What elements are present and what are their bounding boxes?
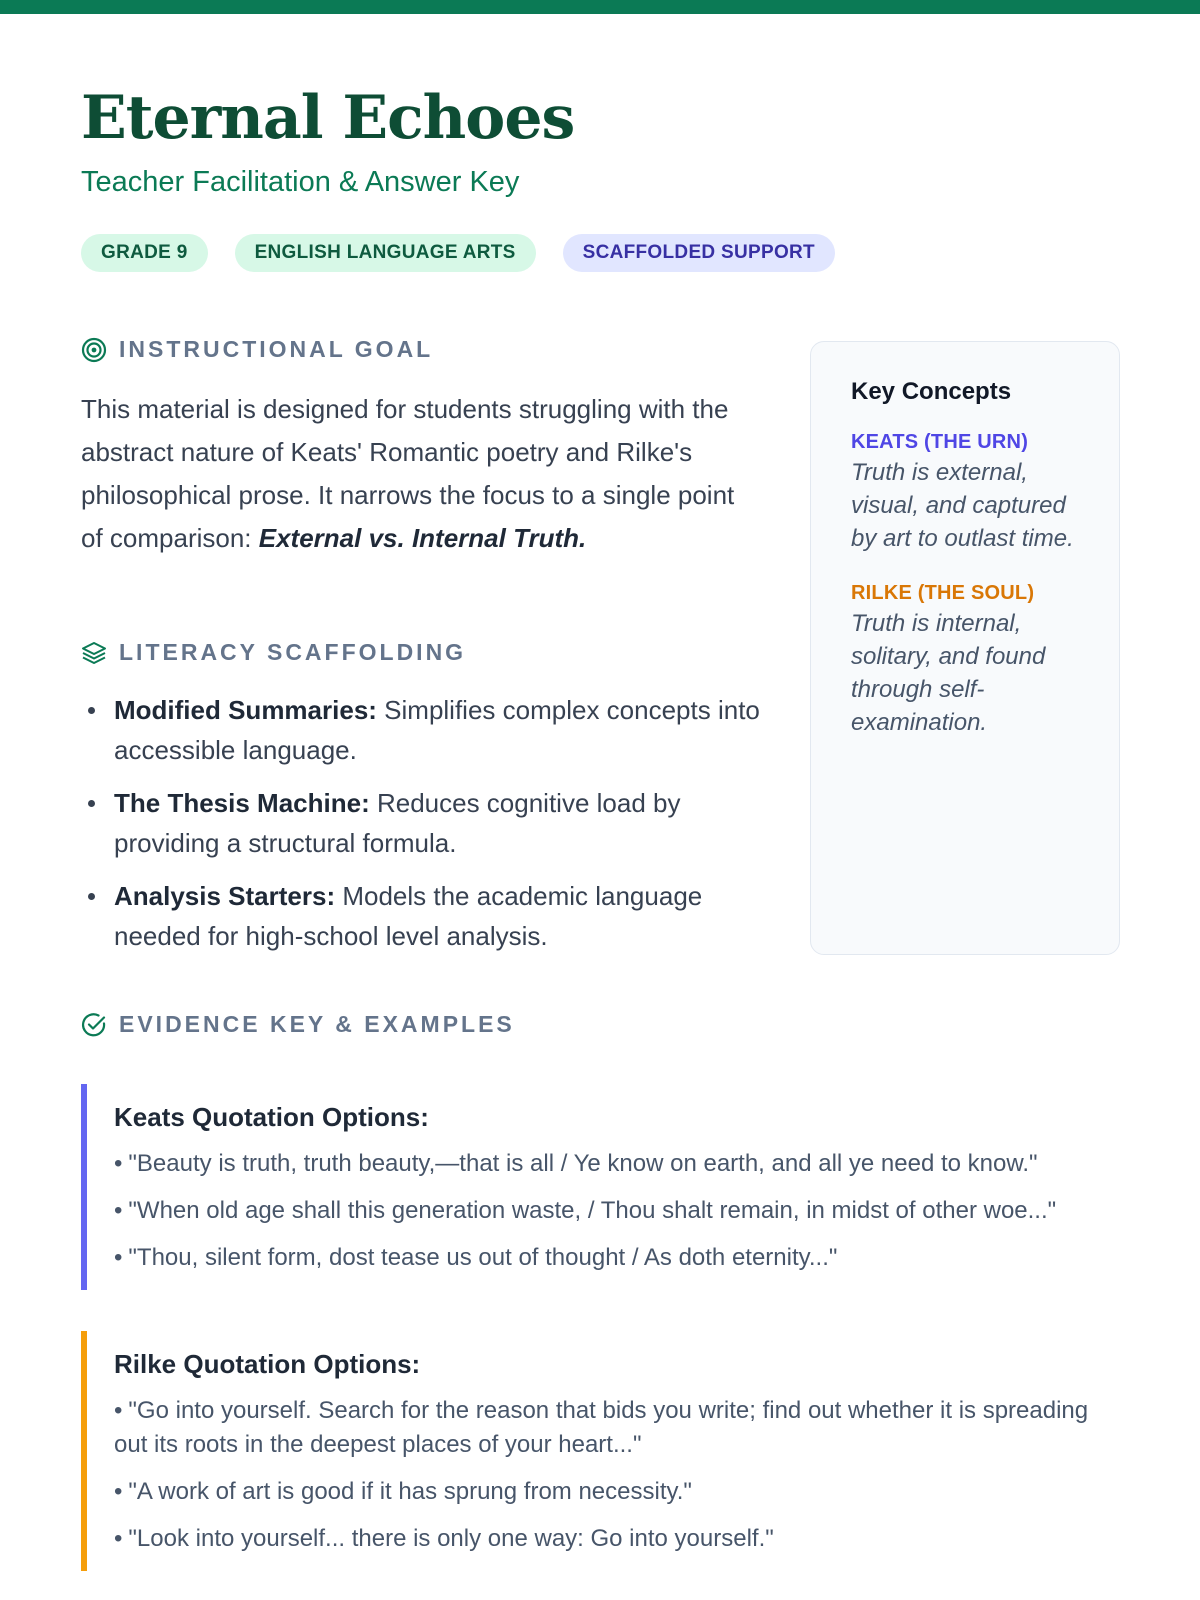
key-concepts-card bbox=[810, 341, 1120, 955]
scaffold-desc: Simplifies complex concepts into accessible language. bbox=[114, 695, 760, 765]
list-item: • "Thou, silent form, dost tease us out of thought / As doth eternity..." bbox=[114, 1244, 838, 1271]
tag-subject: ENGLISH LANGUAGE ARTS bbox=[235, 234, 536, 272]
check-circle-icon bbox=[81, 1012, 107, 1038]
scaffold-desc: Models the academic language needed for high-school level analysis. bbox=[114, 881, 703, 951]
target-icon bbox=[81, 337, 107, 363]
list-item bbox=[81, 690, 771, 770]
rilke-quote: "Go into yourself. Search for the reason that bids you write; find out whether it is spreading out its roots in the deepest places of your heart..." bbox=[114, 1397, 1089, 1458]
evidence-heading-label: EVIDENCE KEY & EXAMPLES bbox=[119, 1011, 515, 1037]
evidence-heading bbox=[81, 1011, 515, 1038]
keats-accent-bar bbox=[81, 1084, 87, 1290]
rilke-accent-bar bbox=[81, 1331, 87, 1571]
goal-text bbox=[81, 388, 756, 560]
scaffold-term: Modified Summaries: bbox=[114, 695, 377, 725]
scaffolding-heading bbox=[81, 639, 466, 666]
list-item: • "A work of art is good if it has sprung from necessity." bbox=[114, 1478, 692, 1505]
list-item: • "Go into yourself. Search for the reason that bids you write; find out whether it is spreading out its roots in the deepest places of your heart..." bbox=[114, 1397, 1089, 1458]
list-item bbox=[81, 783, 771, 863]
rilke-quote: "Look into yourself... there is only one way: Go into yourself." bbox=[128, 1525, 774, 1552]
key-concepts-title: Key Concepts bbox=[851, 378, 1012, 405]
list-item: • "When old age shall this generation waste, / Thou shalt remain, in midst of other woe..." bbox=[114, 1197, 1057, 1224]
page-subtitle: Teacher Facilitation & Answer Key bbox=[81, 166, 520, 198]
rilke-quote-list bbox=[114, 1394, 1101, 1556]
list-item: • "Look into yourself... there is only one way: Go into yourself." bbox=[114, 1525, 774, 1552]
tag-grade: GRADE 9 bbox=[81, 234, 208, 272]
tag-support: SCAFFOLDED SUPPORT bbox=[563, 234, 835, 272]
goal-heading bbox=[81, 336, 433, 363]
rilke-concept-desc: Truth is internal, solitary, and found through self-examination. bbox=[851, 610, 1046, 736]
scaffold-term: The Thesis Machine: bbox=[114, 788, 370, 818]
scaffold-term: Analysis Starters: bbox=[114, 881, 336, 911]
scaffold-desc: Reduces cognitive load by providing a structural formula. bbox=[114, 788, 681, 858]
list-item: • "Beauty is truth, truth beauty,—that is all / Ye know on earth, and all ye need to know." bbox=[114, 1150, 1038, 1177]
keats-quote: "Beauty is truth, truth beauty,—that is all / Ye know on earth, and all ye need to know." bbox=[128, 1150, 1038, 1177]
rilke-quotes-title: Rilke Quotation Options: bbox=[114, 1349, 421, 1379]
page-title: Eternal Echoes bbox=[81, 83, 575, 153]
keats-quote: "Thou, silent form, dost tease us out of thought / As doth eternity..." bbox=[128, 1244, 838, 1271]
goal-emphasis: External vs. Internal Truth. bbox=[258, 523, 587, 553]
scaffolding-list bbox=[81, 690, 771, 969]
scaffolding-heading-label: LITERACY SCAFFOLDING bbox=[119, 639, 467, 665]
list-item bbox=[81, 876, 771, 956]
rilke-quote: "A work of art is good if it has sprung from necessity." bbox=[128, 1478, 692, 1505]
keats-quote: "When old age shall this generation waste, / Thou shalt remain, in midst of other woe..." bbox=[128, 1197, 1057, 1224]
keats-quotes-block bbox=[81, 1084, 1101, 1290]
keats-concept-label: KEATS (THE URN) bbox=[851, 431, 1029, 453]
rilke-concept-label: RILKE (THE SOUL) bbox=[851, 582, 1035, 604]
keats-quotes-title: Keats Quotation Options: bbox=[114, 1102, 429, 1132]
rilke-quotes-block bbox=[81, 1331, 1101, 1571]
top-accent-bar bbox=[0, 0, 1200, 14]
keats-quote-list bbox=[114, 1147, 1101, 1275]
goal-body: This material is designed for students struggling with the abstract nature of Keats' Romantic poetry and Rilke's philosophical prose. It narrows the focus to a single point of comparison: bbox=[81, 394, 735, 553]
tag-list bbox=[81, 234, 835, 272]
layers-icon bbox=[81, 640, 107, 666]
goal-heading-label: INSTRUCTIONAL GOAL bbox=[119, 336, 434, 362]
keats-concept-desc: Truth is external, visual, and captured by art to outlast time. bbox=[851, 459, 1074, 552]
